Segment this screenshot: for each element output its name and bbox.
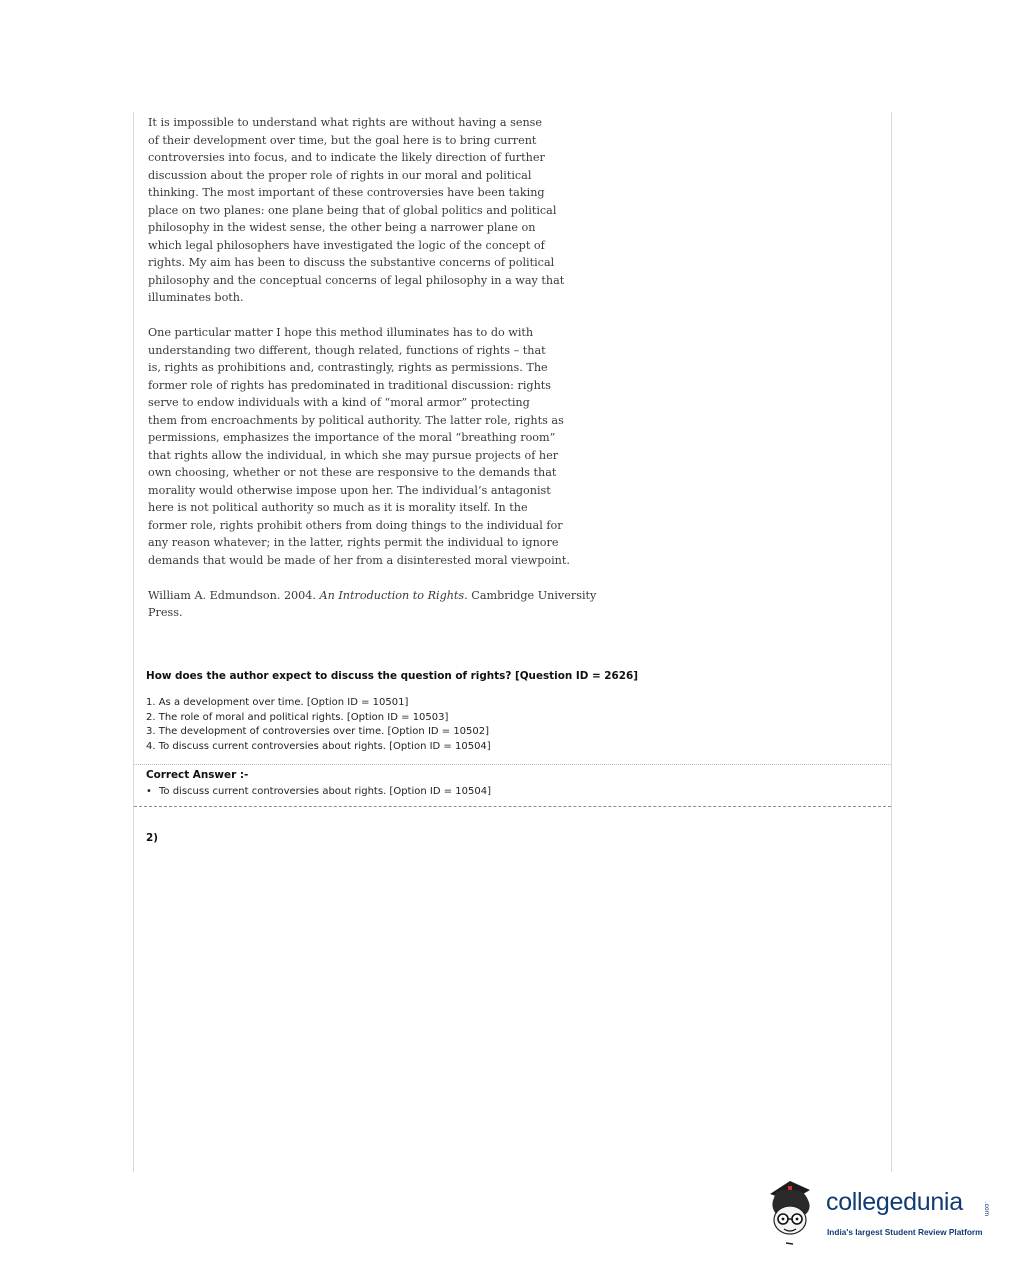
option-item: 3. The development of controversies over time. [Option ID = 10502] <box>146 726 490 738</box>
passage-line: demands that would be made of her from a disinterested moral viewpoint. <box>148 553 570 567</box>
page-border-right <box>891 112 892 1172</box>
option-item: 1. As a development over time. [Option ID = 10501] <box>146 697 409 708</box>
citation-title: An Introduction to Rights. <box>319 588 468 602</box>
passage-line: philosophy in the widest sense, the other being a narrower plane on <box>148 221 536 234</box>
brand-suffix: .com <box>983 1202 990 1217</box>
page-border-left <box>133 112 134 1172</box>
passage-line: illuminates both. <box>148 291 244 304</box>
passage-line: own choosing, whether or not these are responsive to the demands that <box>148 466 557 479</box>
passage-line: that rights allow the individual, in which she may pursue projects of her <box>148 448 559 462</box>
passage-line: which legal philosophers have investigated the logic of the concept of <box>148 238 545 252</box>
passage-line: permissions, emphasizes the importance of the moral “breathing room” <box>148 431 556 444</box>
passage-line: former role, rights prohibit others from doing things to the individual for <box>148 518 563 532</box>
divider <box>134 764 891 765</box>
citation-line-2: Press. <box>148 606 183 619</box>
passage-line: rights. My aim has been to discuss the substantive concerns of political <box>148 256 555 269</box>
passage-line: former role of rights has predominated in traditional discussion: rights <box>148 378 552 392</box>
correct-answer-label: Correct Answer :- <box>146 769 249 781</box>
reading-passage <box>148 114 608 622</box>
passage-line: them from encroachments by political authority. The latter role, rights as <box>148 413 564 427</box>
passage-line: any reason whatever; in the latter, rights permit the individual to ignore <box>148 536 559 549</box>
option-item: 2. The role of moral and political rights. [Option ID = 10503] <box>146 711 449 723</box>
citation-author: William A. Edmundson. 2004. <box>148 588 320 602</box>
option-item: 4. To discuss current controversies about rights. [Option ID = 10504] <box>146 740 491 752</box>
citation-publisher: Cambridge University <box>467 588 597 602</box>
passage-line: discussion about the proper role of rights in our moral and political <box>148 168 532 182</box>
brand-name: collegedunia <box>826 1188 963 1216</box>
passage-line: One particular matter I hope this method illuminates has to do with <box>148 326 534 339</box>
correct-answer-text: To discuss current controversies about rights. [Option ID = 10504] <box>159 786 491 797</box>
passage-line: It is impossible to understand what rights are without having a sense <box>148 116 543 129</box>
next-question-number: 2) <box>146 832 158 844</box>
bullet-icon: • <box>146 786 152 797</box>
passage-line: of their development over time, but the goal here is to bring current <box>148 133 537 147</box>
question-separator <box>134 806 891 807</box>
passage-line: philosophy and the conceptual concerns of legal philosophy in a way that <box>148 273 565 287</box>
correct-answer-item <box>146 786 491 797</box>
passage-line: controversies into focus, and to indicate the likely direction of further <box>148 151 545 164</box>
passage-line: is, rights as prohibitions and, contrastingly, rights as permissions. The <box>148 361 548 374</box>
passage-line: here is not political authority so much as it is morality itself. In the <box>148 501 528 514</box>
passage-line: place on two planes: one plane being that of global politics and political <box>148 203 557 217</box>
passage-line: thinking. The most important of these controversies have been taking <box>148 186 545 199</box>
passage-line: serve to endow individuals with a kind of “moral armor” protecting <box>148 396 530 409</box>
question-text: How does the author expect to discuss the question of rights? [Question ID = 2626] <box>146 670 638 682</box>
option-list <box>146 696 491 754</box>
passage-line: understanding two different, though related, functions of rights – that <box>148 343 546 357</box>
passage-line: morality would otherwise impose upon her. The individual’s antagonist <box>148 483 551 497</box>
brand-tagline: India's largest Student Review Platform <box>827 1227 983 1237</box>
passage-citation <box>148 587 608 605</box>
